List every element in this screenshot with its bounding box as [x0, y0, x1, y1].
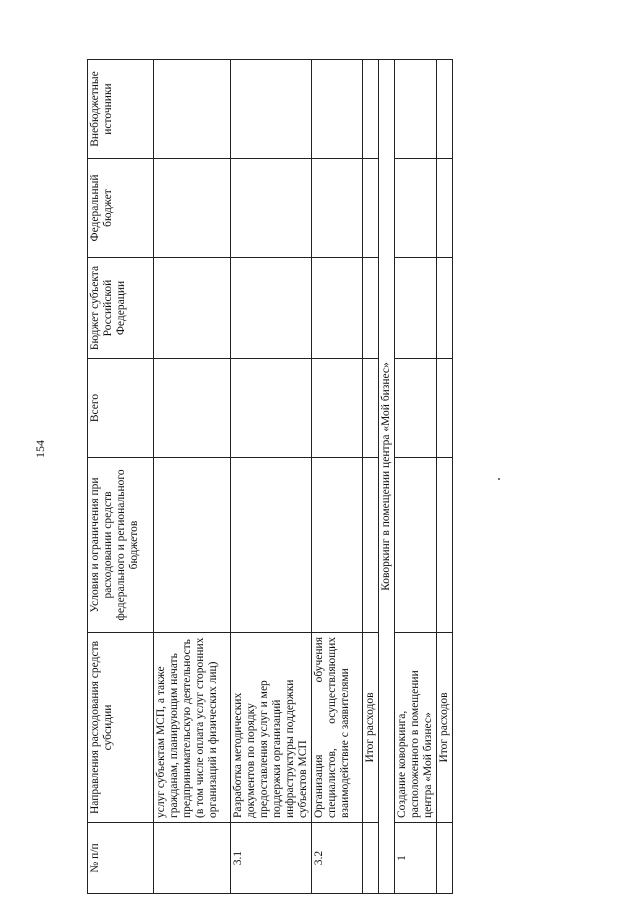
- header-conditions: Условия и ограничения при расходовании средств федерального и регионального бюджетов: [88, 458, 154, 633]
- page-number: 154: [33, 440, 47, 458]
- row-federal-budget: [395, 159, 437, 258]
- header-subject-budget: Бюджет субъекта Российской Федерации: [88, 258, 154, 359]
- row-direction: Организация обучения специалистов, осуществляющих взаимодействие с заявителями: [312, 633, 363, 823]
- row-extra-budget: [231, 60, 312, 159]
- header-federal-budget: Федеральный бюджет: [88, 159, 154, 258]
- subtotal-conditions: [363, 458, 379, 633]
- subtotal-total: [437, 359, 453, 458]
- table-row: [231, 60, 312, 894]
- subtotal-total: [363, 359, 379, 458]
- row-total: [395, 359, 437, 458]
- table-row: [154, 60, 231, 894]
- row-subject-budget: [312, 258, 363, 359]
- subtotal-conditions: [437, 458, 453, 633]
- row-total: [154, 359, 231, 458]
- row-conditions: [395, 458, 437, 633]
- header-extra-budget: Внебюджетные источники: [88, 60, 154, 159]
- row-extra-budget: [154, 60, 231, 159]
- row-num: 3.2: [312, 823, 363, 894]
- table-row: [395, 60, 437, 894]
- row-direction: Разработка методических документов по порядку предоставления услуг и мер поддержки организаций инфраструктуры поддержки субъектов МСП: [231, 633, 312, 823]
- subtotal-federal-budget: [437, 159, 453, 258]
- rotated-table-container: [87, 60, 450, 894]
- subtotal-label: Итог расходов: [363, 633, 379, 823]
- row-num: 3.1: [231, 823, 312, 894]
- table-row: [312, 60, 363, 894]
- row-federal-budget: [231, 159, 312, 258]
- row-num: [154, 823, 231, 894]
- subtotal-num: [363, 823, 379, 894]
- subtotal-num: [437, 823, 453, 894]
- row-federal-budget: [154, 159, 231, 258]
- row-direction: Создание коворкинга, расположенного в помещении центра «Мой бизнес»: [395, 633, 437, 823]
- subtotal-label: Итог расходов: [437, 633, 453, 823]
- row-conditions: [231, 458, 312, 633]
- row-extra-budget: [395, 60, 437, 159]
- subtotal-row: [363, 60, 379, 894]
- subtotal-row: [437, 60, 453, 894]
- row-total: [312, 359, 363, 458]
- row-total: [231, 359, 312, 458]
- row-direction: услуг субъектам МСП, а также гражданам, планирующим начать предпринимательскую деятельность (в том числе оплата услуг сторонних организаций и физических лиц): [154, 633, 231, 823]
- subtotal-federal-budget: [363, 159, 379, 258]
- section-title: Коворкинг в помещении центра «Мой бизнес»: [379, 60, 395, 894]
- header-total: Всего: [88, 359, 154, 458]
- row-num: 1: [395, 823, 437, 894]
- row-subject-budget: [154, 258, 231, 359]
- row-subject-budget: [395, 258, 437, 359]
- table-header-row: [88, 60, 154, 894]
- header-num: № п/п: [88, 823, 154, 894]
- row-federal-budget: [312, 159, 363, 258]
- row-subject-budget: [231, 258, 312, 359]
- subtotal-extra-budget: [363, 60, 379, 159]
- scan-speck: [498, 478, 500, 480]
- subtotal-subject-budget: [363, 258, 379, 359]
- section-title-row: [379, 60, 395, 894]
- row-extra-budget: [312, 60, 363, 159]
- row-conditions: [154, 458, 231, 633]
- row-conditions: [312, 458, 363, 633]
- header-direction: Направления расходования средств субсидии: [88, 633, 154, 823]
- subtotal-subject-budget: [437, 258, 453, 359]
- budget-table: [87, 59, 453, 894]
- subtotal-extra-budget: [437, 60, 453, 159]
